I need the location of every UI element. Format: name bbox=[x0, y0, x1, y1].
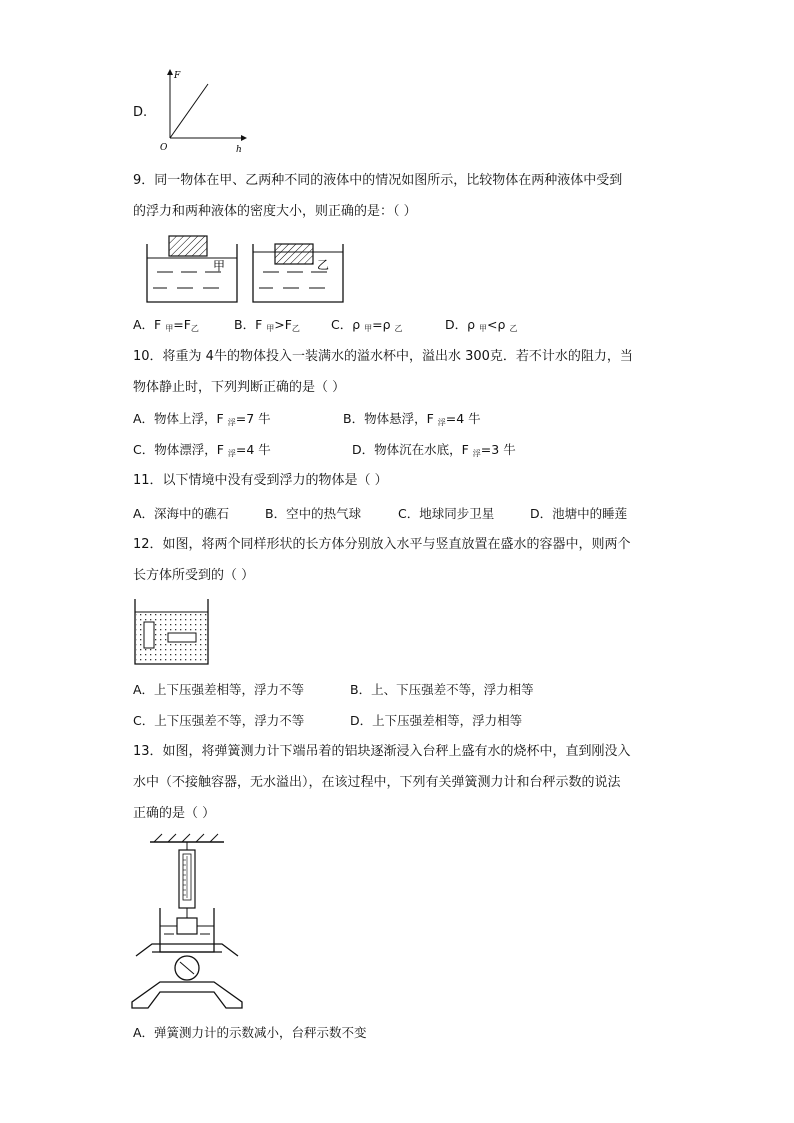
beaker-yi bbox=[253, 244, 343, 302]
q11-option-b[interactable]: B．空中的热气球 bbox=[265, 506, 362, 521]
q9-text-2: 的浮力和两种液体的密度大小，则正确的是：（ ） bbox=[133, 204, 417, 219]
block-jia bbox=[169, 236, 207, 256]
graph-line bbox=[170, 84, 208, 138]
option-d-label: D. bbox=[133, 105, 148, 120]
q13-figure bbox=[128, 832, 248, 1014]
q12-option-a[interactable]: A．上下压强差相等，浮力不等 bbox=[133, 682, 305, 697]
platform-scale bbox=[132, 944, 242, 1008]
force-depth-graph bbox=[150, 66, 250, 156]
block-yi bbox=[275, 244, 313, 264]
horizontal-block bbox=[168, 633, 196, 642]
q9-option-c[interactable]: C．ρ $_甲$=ρ $_乙$ bbox=[331, 317, 403, 333]
graph-origin-label: O bbox=[160, 143, 168, 153]
q9-option-a[interactable]: A．F $_甲=F_乙$ bbox=[133, 317, 199, 333]
q11-option-a[interactable]: A．深海中的礁石 bbox=[133, 506, 230, 521]
q11-text-1: 11．以下情境中没有受到浮力的物体是（ ） bbox=[133, 473, 388, 488]
graph-x-label: h bbox=[236, 145, 242, 155]
q12-option-d[interactable]: D．上下压强差相等，浮力相等 bbox=[350, 713, 523, 728]
aluminum-block bbox=[177, 918, 197, 934]
q10-text-2: 物体静止时，下列判断正确的是（ ） bbox=[133, 380, 346, 395]
vertical-block bbox=[144, 622, 154, 648]
q11-option-d[interactable]: D．池塘中的睡莲 bbox=[530, 506, 628, 521]
label-jia: 甲 bbox=[213, 259, 226, 273]
q13-option-a[interactable]: A．弹簧测力计的示数减小，台秤示数不变 bbox=[133, 1025, 367, 1040]
spring-scale bbox=[179, 850, 195, 908]
ceiling bbox=[150, 834, 224, 842]
q10-option-c[interactable]: C．物体漂浮，F $_浮$=4 牛 bbox=[133, 442, 271, 458]
q9-option-b[interactable]: B．F $_甲>F_乙$ bbox=[234, 317, 300, 333]
q13-text-2: 水中（不接触容器，无水溢出），在该过程中，下列有关弹簧测力计和台秤示数的说法 bbox=[133, 775, 621, 790]
q10-option-b[interactable]: B．物体悬浮，F $_浮$=4 牛 bbox=[343, 411, 481, 427]
beaker-jia bbox=[147, 236, 237, 302]
q12-text-2: 长方体所受到的（ ） bbox=[133, 568, 255, 583]
graph-y-label: F bbox=[174, 71, 181, 81]
q13-text-1: 13．如图，将弹簧测力计下端吊着的铝块逐渐浸入台秤上盛有水的烧杯中，直到刚没入 bbox=[133, 744, 631, 759]
q12-option-b[interactable]: B．上、下压强差不等，浮力相等 bbox=[350, 682, 534, 697]
q10-text-1: 10．将重为 4牛的物体投入一装满水的溢水杯中，溢出水 300克．若不计水的阻力，当 bbox=[133, 349, 633, 364]
q12-figure bbox=[134, 598, 210, 666]
q13-text-3: 正确的是（ ） bbox=[133, 806, 216, 821]
q9-figure bbox=[145, 232, 350, 304]
q12-option-c[interactable]: C．上下压强差不等，浮力不等 bbox=[133, 713, 305, 728]
q9-text-1: 9．同一物体在甲、乙两种不同的液体中的情况如图所示，比较物体在两种液体中受到 bbox=[133, 173, 623, 188]
q10-option-d[interactable]: D．物体沉在水底，F $_浮$=3 牛 bbox=[352, 442, 516, 458]
q12-text-1: 12．如图，将两个同样形状的长方体分别放入水平与竖直放置在盛水的容器中，则两个 bbox=[133, 537, 631, 552]
q11-option-c[interactable]: C．地球同步卫星 bbox=[398, 506, 495, 521]
q9-option-d[interactable]: D．ρ $_甲$<ρ $_乙$ bbox=[445, 317, 518, 333]
q10-option-a[interactable]: A．物体上浮，F $_浮$=7 牛 bbox=[133, 411, 271, 427]
label-yi: 乙 bbox=[317, 258, 330, 272]
